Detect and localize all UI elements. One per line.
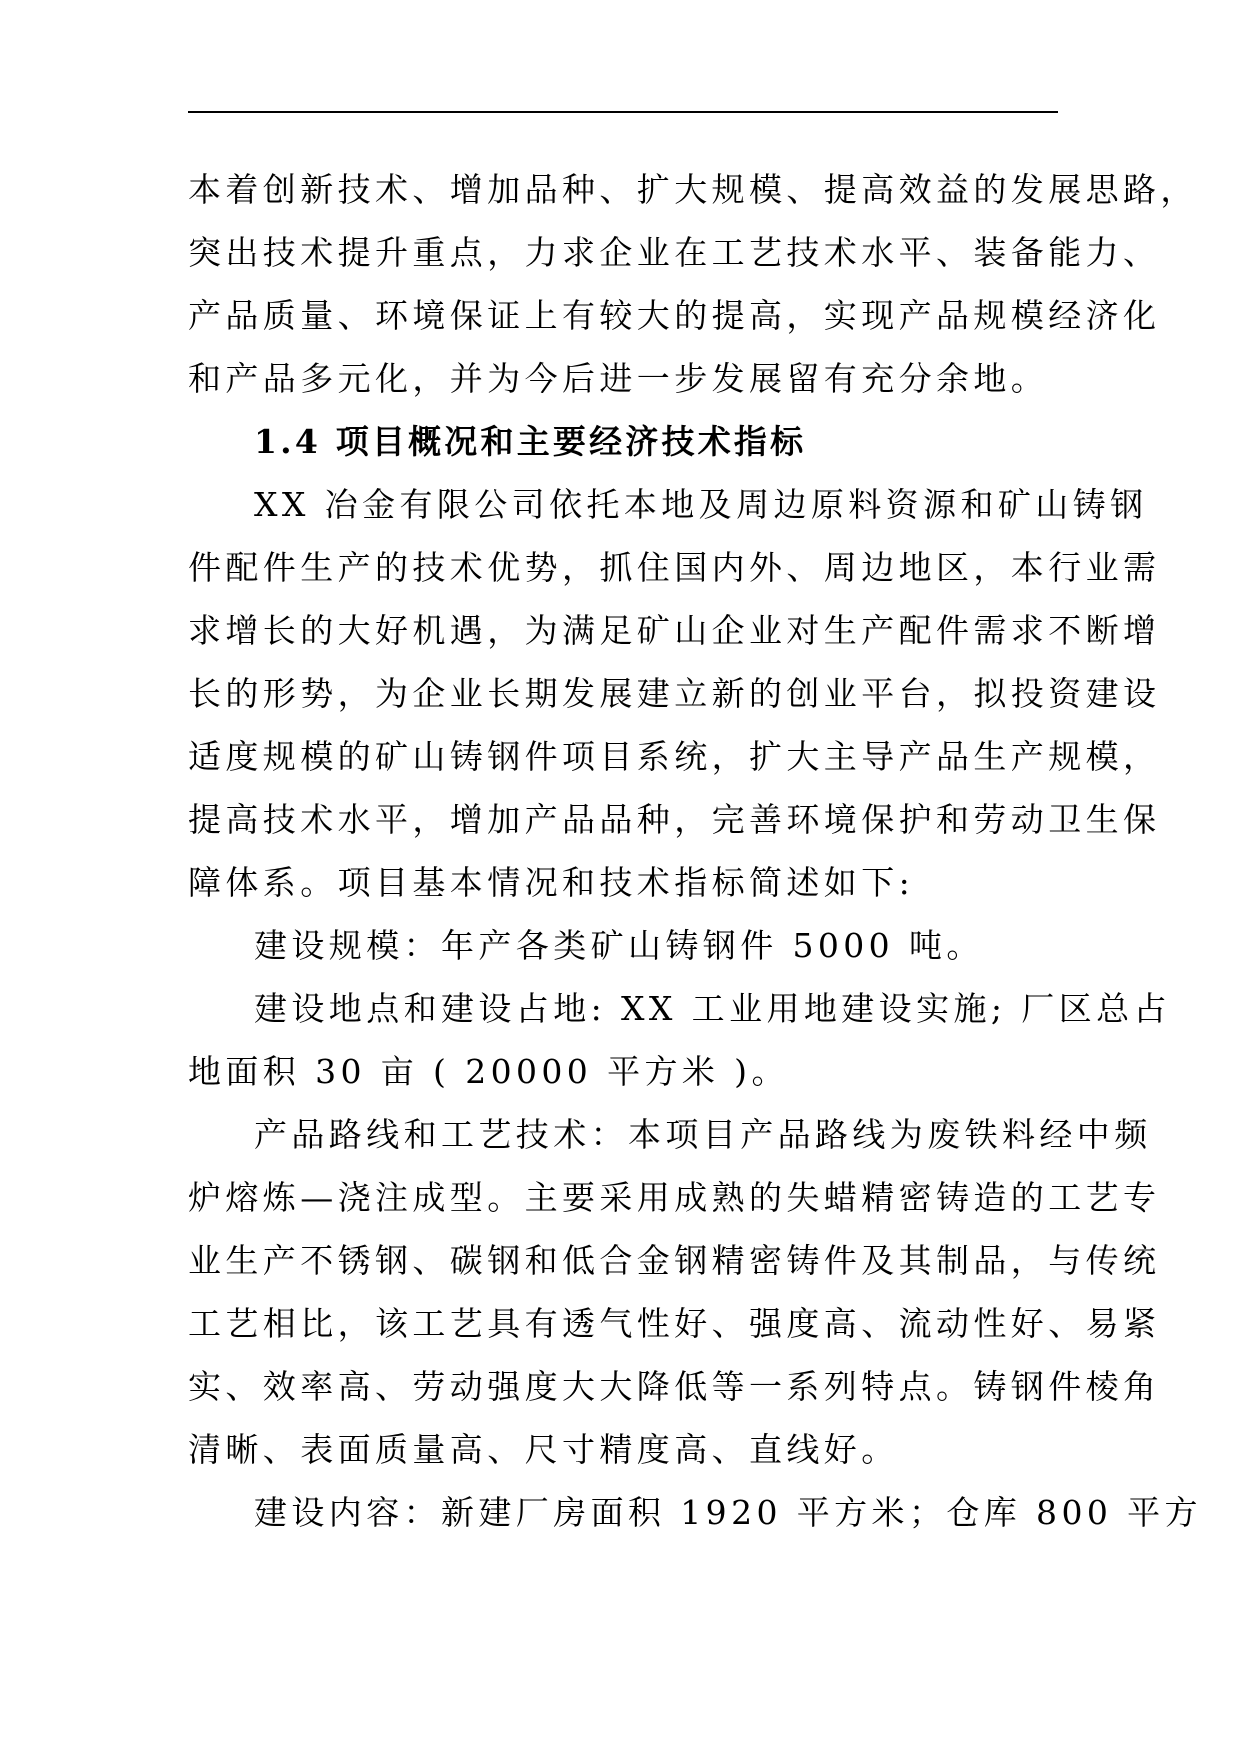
body-line: 提高技术水平，增加产品品种，完善环境保护和劳动卫生保: [188, 800, 1161, 839]
body-line: 建设规模：年产各类矿山铸钢件 5000 吨。: [254, 926, 984, 965]
body-line: 实、效率高、劳动强度大大降低等一系列特点。铸钢件棱角: [188, 1367, 1161, 1406]
body-line: XX 冶金有限公司依托本地及周边原料资源和矿山铸钢: [254, 485, 1148, 524]
body-line: 清晰、表面质量高、尺寸精度高、直线好。: [188, 1430, 899, 1469]
body-line: 炉熔炼—浇注成型。主要采用成熟的失蜡精密铸造的工艺专: [188, 1178, 1161, 1217]
header-rule: [188, 111, 1058, 113]
body-line: 产品质量、环境保证上有较大的提高，实现产品规模经济化: [188, 296, 1161, 335]
body-line: 件配件生产的技术优势，抓住国内外、周边地区，本行业需: [188, 548, 1161, 587]
body-line: 工艺相比，该工艺具有透气性好、强度高、流动性好、易紧: [188, 1304, 1161, 1343]
body-line: 本着创新技术、增加品种、扩大规模、提高效益的发展思路，: [188, 170, 1198, 209]
section-heading: 1.4 项目概况和主要经济技术指标: [254, 422, 807, 461]
body-line: 长的形势，为企业长期发展建立新的创业平台，拟投资建设: [188, 674, 1161, 713]
body-line: 业生产不锈钢、碳钢和低合金钢精密铸件及其制品，与传统: [188, 1241, 1161, 1280]
body-line: 建设内容：新建厂房面积 1920 平方米；仓库 800 平方: [254, 1493, 1202, 1532]
body-line: 突出技术提升重点，力求企业在工艺技术水平、装备能力、: [188, 233, 1161, 272]
body-line: 和产品多元化，并为今后进一步发展留有充分余地。: [188, 359, 1049, 398]
body-line: 适度规模的矿山铸钢件项目系统，扩大主导产品生产规模，: [188, 737, 1161, 776]
body-line: 产品路线和工艺技术：本项目产品路线为废铁料经中频: [254, 1115, 1152, 1154]
body-line: 地面积 30 亩 ( 20000 平方米 )。: [188, 1052, 789, 1091]
body-line: 求增长的大好机遇，为满足矿山企业对生产配件需求不断增: [188, 611, 1161, 650]
body-line: 建设地点和建设占地: XX 工业用地建设实施; 厂区总占: [254, 989, 1171, 1028]
body-line: 障体系。项目基本情况和技术指标简述如下:: [188, 863, 915, 902]
